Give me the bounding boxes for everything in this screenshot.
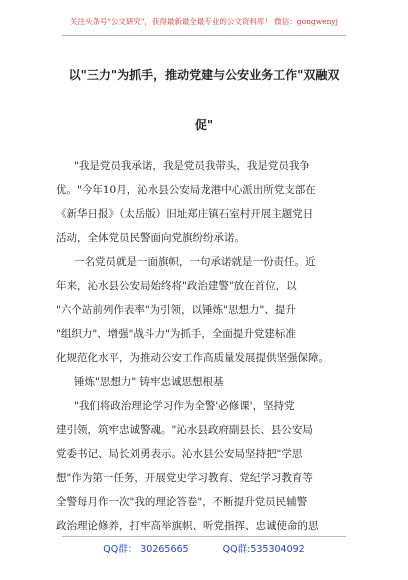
footer-qq-group-2: QQ群:535304092: [222, 544, 305, 555]
document-title-line-2: 促": [194, 118, 214, 132]
paragraph-line: "组织力"、增强"战斗力"为抓手，全面提升党建标准: [56, 328, 296, 340]
document-title-line-1: 以"三力"为抓手，推动党建与公安业务工作"双融双: [68, 68, 340, 82]
paragraph-line: 一名党员就是一面旗帜，一句承诺就是一份责任。近: [74, 256, 316, 268]
paragraph-line: 优。"今年10月，沁水县公安局龙港中心派出所党支部在: [56, 184, 316, 196]
paragraph-1: [56, 154, 352, 250]
footer-qq-group-1: QQ群： 30265665: [103, 544, 189, 555]
paragraph-line: "我是党员我承诺，我是党员我带头，我是党员我争: [74, 160, 310, 172]
paragraph-line: 建引领，筑牢忠诚警魂。"沁水县政府副县长、县公安局: [56, 424, 313, 436]
paragraph-line: 全警每月作一次"我的理论答卷"，不断提升党员民辅警: [56, 496, 308, 508]
header-divider: [62, 35, 346, 36]
paragraph-line: 年来，沁水县公安局始终将"政治建警"放在首位，以: [56, 280, 297, 292]
paragraph-line: "六个站前列作表率"为引领，以锤炼"思想力"、提升: [56, 304, 296, 316]
footer-divider: [62, 536, 346, 537]
paragraph-3: [56, 394, 352, 538]
paragraph-line: 想"作为第一任务，开展党史学习教育、党纪学习教育等: [56, 472, 313, 484]
paragraph-line: 化规范化水平，为推动公安工作高质量发展提供坚强保障。: [56, 352, 329, 364]
paragraph-line: 活动，全体党员民警面向党旗纷纷承诺。: [56, 232, 245, 244]
paragraph-line: 《新华日报》（太岳版）旧址郑庄镇石室村开展主题党日: [56, 208, 314, 220]
footer-contact: [0, 541, 408, 555]
header-note: 关注头条号"公文研究"，获得最新最全最专业的公文资料库！ 微信：gongwenyj: [70, 17, 338, 26]
paragraph-line: 政治理论修养，打牢高举旗帜、听党指挥、忠诚使命的思: [56, 520, 319, 532]
paragraph-line: 党委书记、局长刘勇表示。沁水县公安局坚持把"学思: [56, 448, 303, 460]
paragraph-line: "我们将政治理论学习作为全警'必修课'，坚持党: [74, 400, 295, 412]
section-heading-text: 锤炼"思想力" 铸牢忠诚思想根基: [74, 376, 224, 388]
section-heading: [56, 370, 352, 394]
paragraph-2: [56, 250, 352, 370]
